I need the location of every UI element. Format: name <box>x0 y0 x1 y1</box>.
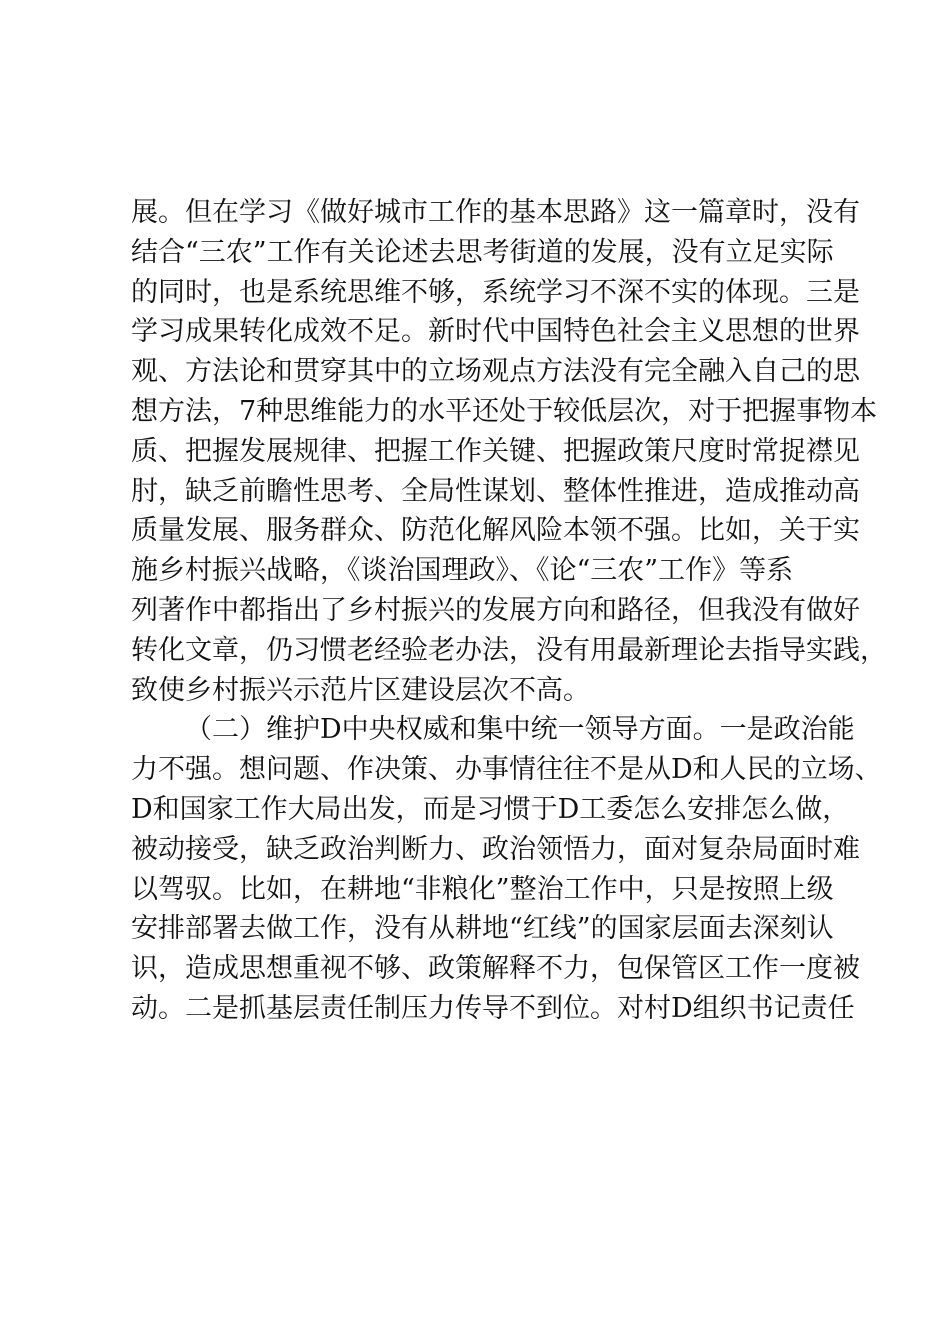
text-line: 想方法，7种思维能力的水平还处于较低层次，对于把握事物本 <box>131 395 878 427</box>
text-line: 展。但在学习《做好城市工作的基本思路》这一篇章时，没有 <box>131 197 860 228</box>
text-line: 动。二是抓基层责任制压力传导不到位。对村D组织书记责任 <box>131 992 855 1024</box>
text-line: 结合“三农”工作有关论述去思考街道的发展，没有立足实际 <box>131 236 834 268</box>
text-line: 转化文章，仍习惯老经验老办法，没有用最新理论去指导实践， <box>131 634 887 666</box>
text-line: D和国家工作大局出发，而是习惯于D工委怎么安排怎么做， <box>131 793 850 825</box>
text-line: 的同时，也是系统思维不够，系统学习不深不实的体现。三是 <box>131 276 860 308</box>
text-line: 致使乡村振兴示范片区建设层次不高。 <box>131 674 590 706</box>
section-heading-line: （二）维护D中央权威和集中统一领导方面。一是政治能 <box>185 714 855 746</box>
text-line: 列著作中都指出了乡村振兴的发展方向和路径，但我没有做好 <box>131 594 860 626</box>
text-line: 力不强。想问题、作决策、办事情往往不是从D和人民的立场、 <box>131 754 882 786</box>
text-line: 学习成果转化成效不足。新时代中国特色社会主义思想的世界 <box>131 316 860 348</box>
text-line: 质、把握发展规律、把握工作关键、把握政策尺度时常捉襟见 <box>131 435 860 467</box>
text-line: 安排部署去做工作，没有从耕地“红线”的国家层面去深刻认 <box>131 913 834 945</box>
text-line: 识，造成思想重视不够、政策解释不力，包保管区工作一度被 <box>131 953 860 985</box>
text-line: 肘，缺乏前瞻性思考、全局性谋划、整体性推进，造成推动高 <box>131 475 860 507</box>
text-line: 被动接受，缺乏政治判断力、政治领悟力，面对复杂局面时难 <box>131 833 860 865</box>
text-line: 质量发展、服务群众、防范化解风险本领不强。比如，关于实 <box>131 515 860 547</box>
text-line: 施乡村振兴战略，《谈治国理政》、《论“三农”工作》等系 <box>131 555 794 587</box>
body-text <box>131 193 887 1029</box>
text-line: 观、方法论和贯穿其中的立场观点方法没有完全融入自己的思 <box>131 356 860 388</box>
text-line: 以驾驭。比如，在耕地“非粮化”整治工作中，只是按照上级 <box>131 873 834 905</box>
